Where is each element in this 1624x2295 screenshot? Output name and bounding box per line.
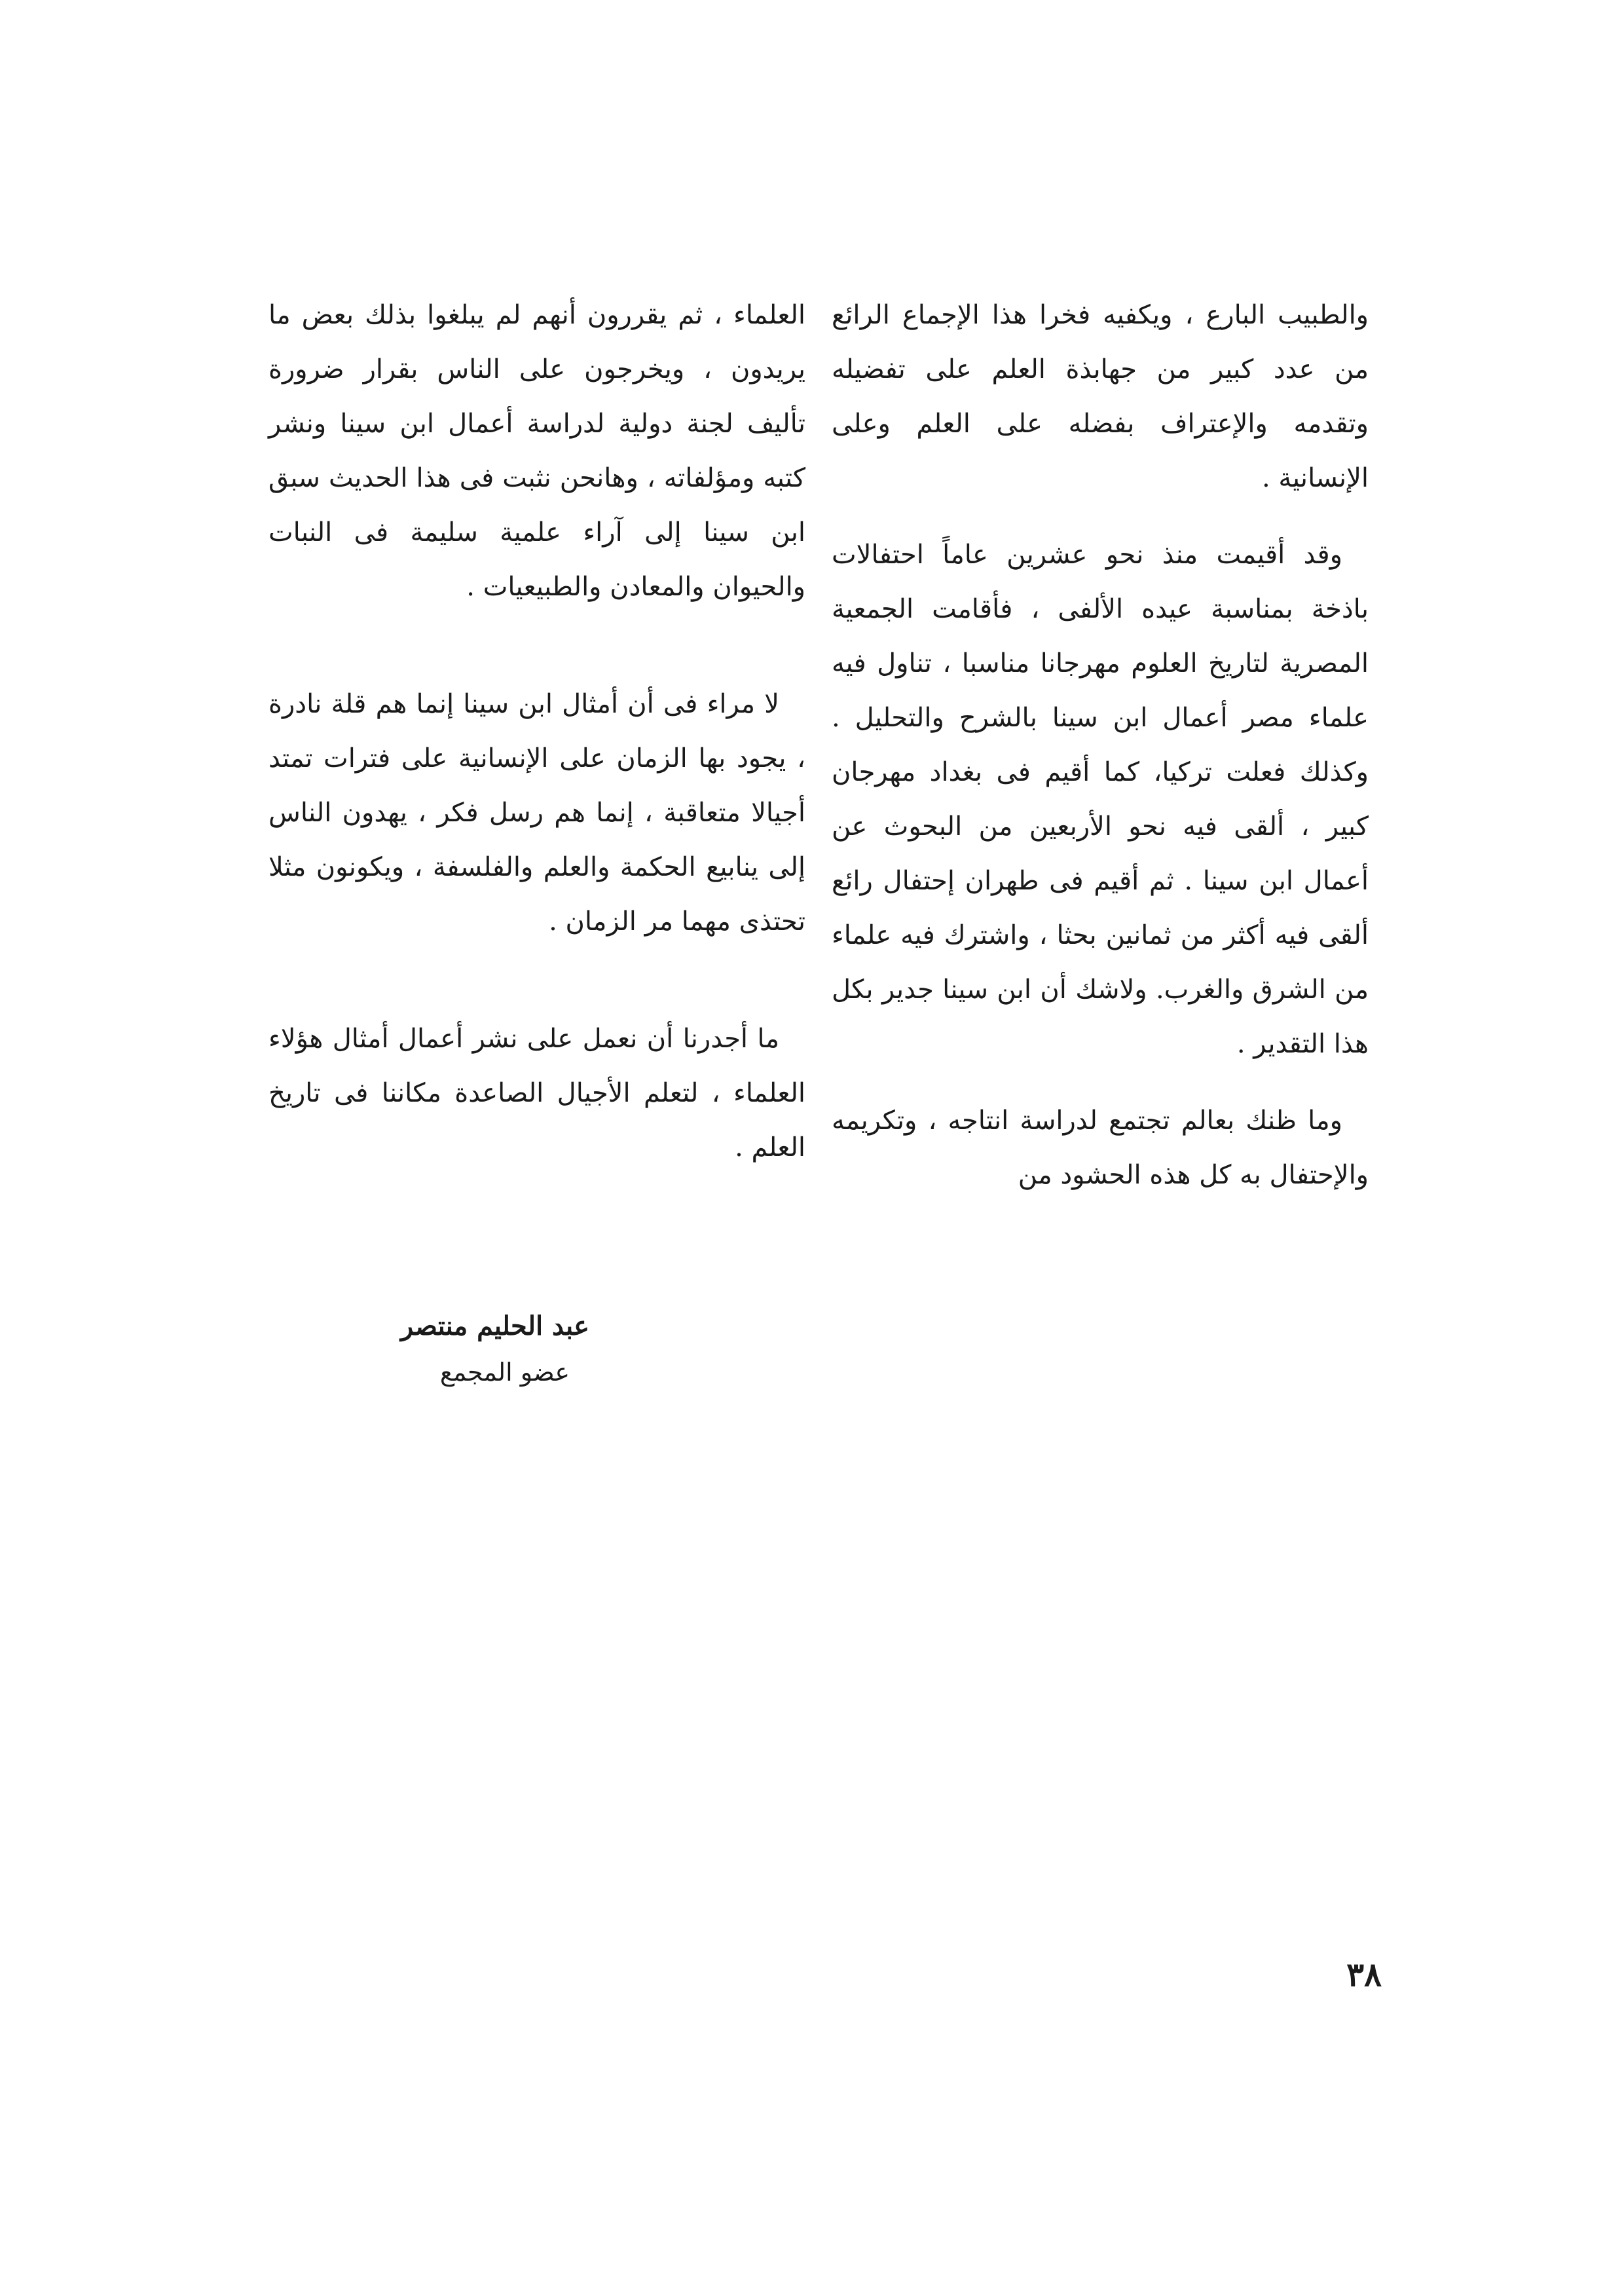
- author-name: عبد الحليم منتصر: [400, 1311, 589, 1341]
- page-number: ٣٨: [1346, 1955, 1382, 1994]
- paragraph-left-2: لا مراء فى أن أمثال ابن سينا إنما هم قلة نادرة ، يجود بها الزمان على الإنسانية على فترات تمتد أجيالا متعاقبة ، إنما هم رسل فكر ، يهدون الناس إلى ينابيع الحكمة والعلم والفلسفة ، ويكونون مثلا تحتذى مهما مر الزمان .: [268, 689, 805, 937]
- right-text-column: [832, 288, 1369, 1203]
- left-text-column: [268, 288, 805, 1175]
- paragraph-right-2: وقد أقيمت منذ نحو عشرين عاماً احتفالات باذخة بمناسبة عيده الألفى ، فأقامت الجمعية المصرية لتاريخ العلوم مهرجانا مناسبا ، تناول فيه علماء مصر أعمال ابن سينا بالشرح والتحليل . وكذلك فعلت تركيا، كما أقيم فى بغداد مهرجان كبير ، ألقى فيه نحو الأربعين من البحوث عن أعمال ابن سينا . ثم أقيم فى طهران إحتفال رائع ألقى فيه أكثر من ثمانين بحثا ، واشترك فيه علماء من الشرق والغرب. ولاشك أن ابن سينا جدير بكل هذا التقدير .: [832, 540, 1369, 1059]
- paragraph-left-3: ما أجدرنا أن نعمل على نشر أعمال أمثال هؤلاء العلماء ، لتعلم الأجيال الصاعدة مكاننا فى تاريخ العلم .: [268, 1024, 805, 1163]
- author-signature: [314, 1303, 589, 1395]
- paragraph-right-1: والطبيب البارع ، ويكفيه فخرا هذا الإجماع الرائع من عدد كبير من جهابذة العلم على تفضيله وتقدمه والإعتراف بفضله على العلم وعلى الإنسانية .: [832, 300, 1369, 493]
- author-title: عضو المجمع: [439, 1358, 570, 1387]
- paragraph-right-3: وما ظنك بعالم تجتمع لدراسة انتاجه ، وتكريمه والإحتفال به كل هذه الحشود من: [832, 1106, 1369, 1190]
- paragraph-left-1: العلماء ، ثم يقررون أنهم لم يبلغوا بذلك بعض ما يريدون ، ويخرجون على الناس بقرار ضرورة تأليف لجنة دولية لدراسة أعمال ابن سينا ونشر كتبه ومؤلفاته ، وهانحن نثبت فى هذا الحديث سبق ابن سينا إلى آراء علمية سليمة فى النبات والحيوان والمعادن والطبيعيات .: [268, 300, 805, 602]
